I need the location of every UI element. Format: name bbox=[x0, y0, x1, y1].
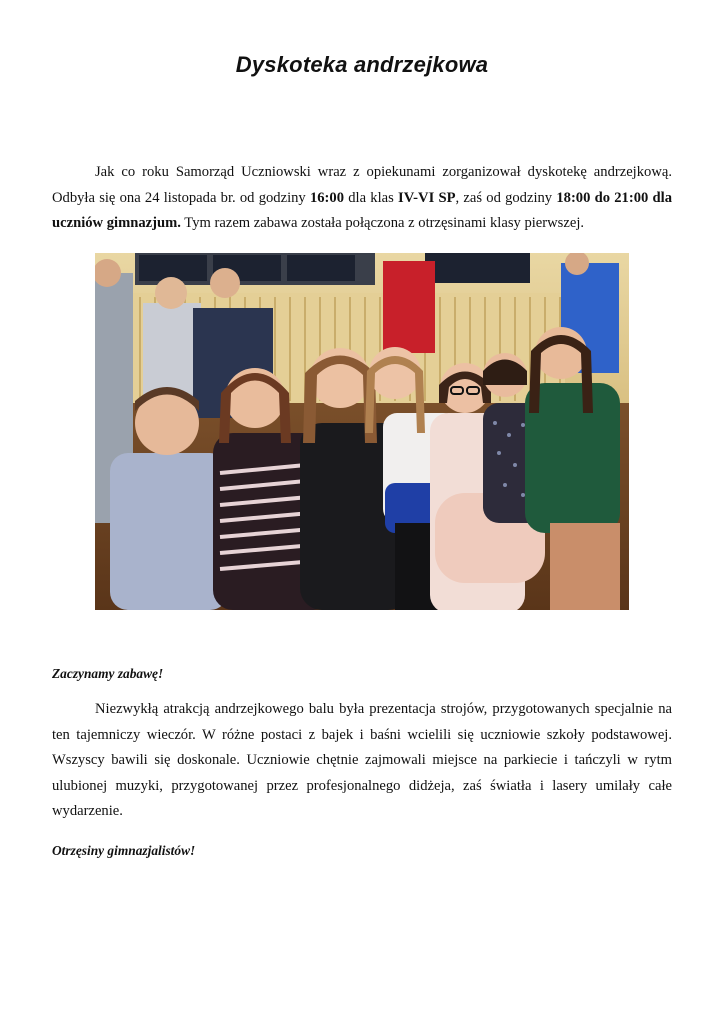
section-heading-initiation: Otrzęsiny gimnazjalistów! bbox=[52, 843, 196, 858]
intro-text-1: Jak co roku Samorząd Uczniowski wraz z opiekunami zorganizował dyskotekę andrzejkową. Odbyła się ona 24 listopada br. od godziny bbox=[52, 164, 672, 206]
intro-time-gim: 18:00 do 21:00 dla uczniów gimnazjum. bbox=[52, 189, 672, 232]
intro-classes: IV-VI SP bbox=[398, 189, 456, 206]
intro-text-2: dla klas bbox=[344, 189, 399, 206]
intro-time-sp: 16:00 bbox=[309, 189, 345, 206]
intro-text-4: Tym razem zabawa została połączona z otrzęsinami klasy pierwszej. bbox=[180, 215, 585, 232]
section-heading-start: Zaczynamy zabawę! bbox=[52, 666, 164, 681]
section-paragraph-start: Niezwykłą atrakcją andrzejkowego balu była prezentacja strojów, przygotowanych specjalnie na ten tajemniczy wieczór. W różne postaci z bajek i baśni wcielili się uczniowie szkoły podstawowej. Wszyscy bawili się doskonale. Uczniowie chętnie zajmowali miejsce na parkiecie i tańczyli w rytm ulubionej muzyki, przygotowanej przez profesjonalnego didżeja, zaś światła i lasery umilały całe wydarzenie. bbox=[52, 701, 672, 820]
event-photo bbox=[95, 253, 629, 610]
intro-paragraph bbox=[52, 160, 672, 237]
page-title: Dyskoteka andrzejkowa bbox=[235, 52, 489, 77]
intro-text-3: , zaś od godziny bbox=[455, 189, 557, 206]
